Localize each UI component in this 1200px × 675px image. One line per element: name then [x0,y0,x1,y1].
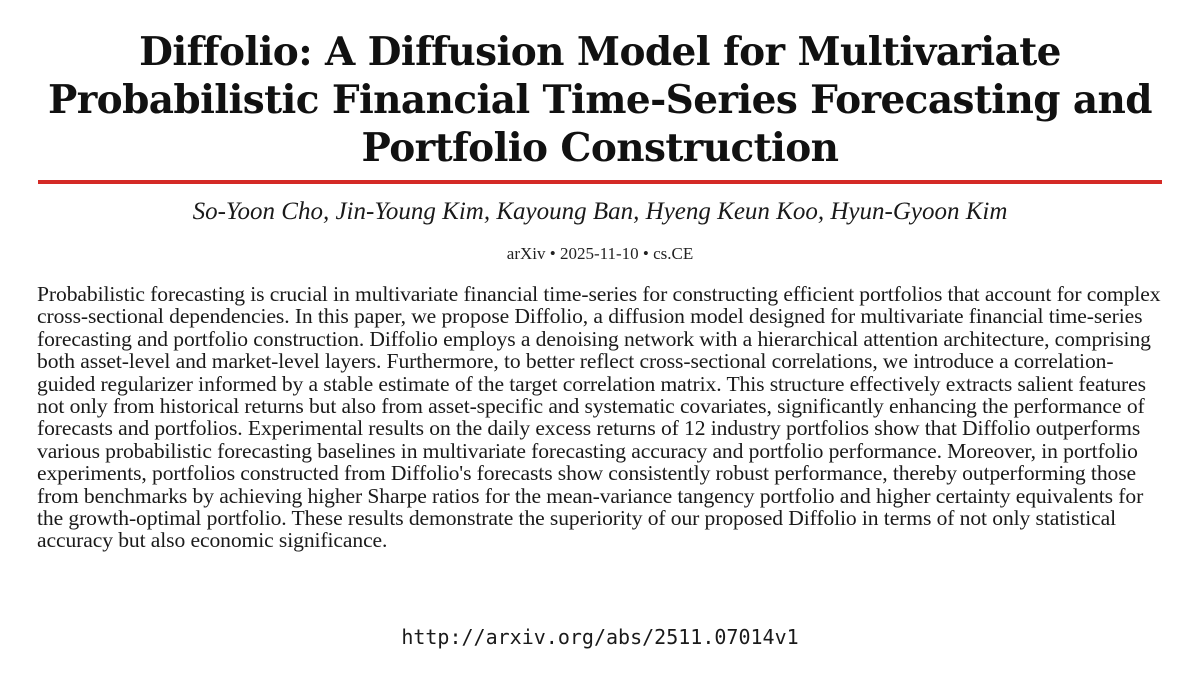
paper-title: Diffolio: A Diffusion Model for Multivariate Probabilistic Financial Time-Series Forecasting and Portfolio Construction [48,29,1152,171]
paper-abstract: Probabilistic forecasting is crucial in multivariate financial time-series for constructing efficient portfolios that account for complex cross-sectional dependencies. In this paper, we propose Diffolio, a diffusion model designed for multivariate financial time-series forecasting and portfolio construction. Diffolio employs a denoising network with a hierarchical attention architecture, comprising both asset-level and market-level layers. Furthermore, to better reflect cross-sectional correlations, we introduce a correlation-guided regularizer informed by a stable estimate of the target correlation matrix. This structure effectively extracts salient features not only from historical returns but also from asset-specific and systematic covariates, significantly enhancing the performance of forecasts and portfolios. Experimental results on the daily excess returns of 12 industry portfolios show that Diffolio outperforms various probabilistic forecasting baselines in multivariate forecasting accuracy and portfolio performance. Moreover, in portfolio experiments, portfolios constructed from Diffolio's forecasts show consistently robust performance, thereby outperforming those from benchmarks by achieving higher Sharpe ratios for the mean-variance tangency portfolio and higher certainty equivalents for the growth-optimal portfolio. These results demonstrate the superiority of our proposed Diffolio in terms of not only statistical accuracy but also economic significance. [37,282,1161,553]
paper-meta: arXiv • 2025-11-10 • cs.CE [506,244,694,263]
title-divider [38,180,1162,184]
paper-url[interactable]: http://arxiv.org/abs/2511.07014v1 [401,625,799,649]
paper-authors: So-Yoon Cho, Jin-Young Kim, Kayoung Ban, Hyeng Keun Koo, Hyun-Gyoon Kim [192,198,1008,225]
